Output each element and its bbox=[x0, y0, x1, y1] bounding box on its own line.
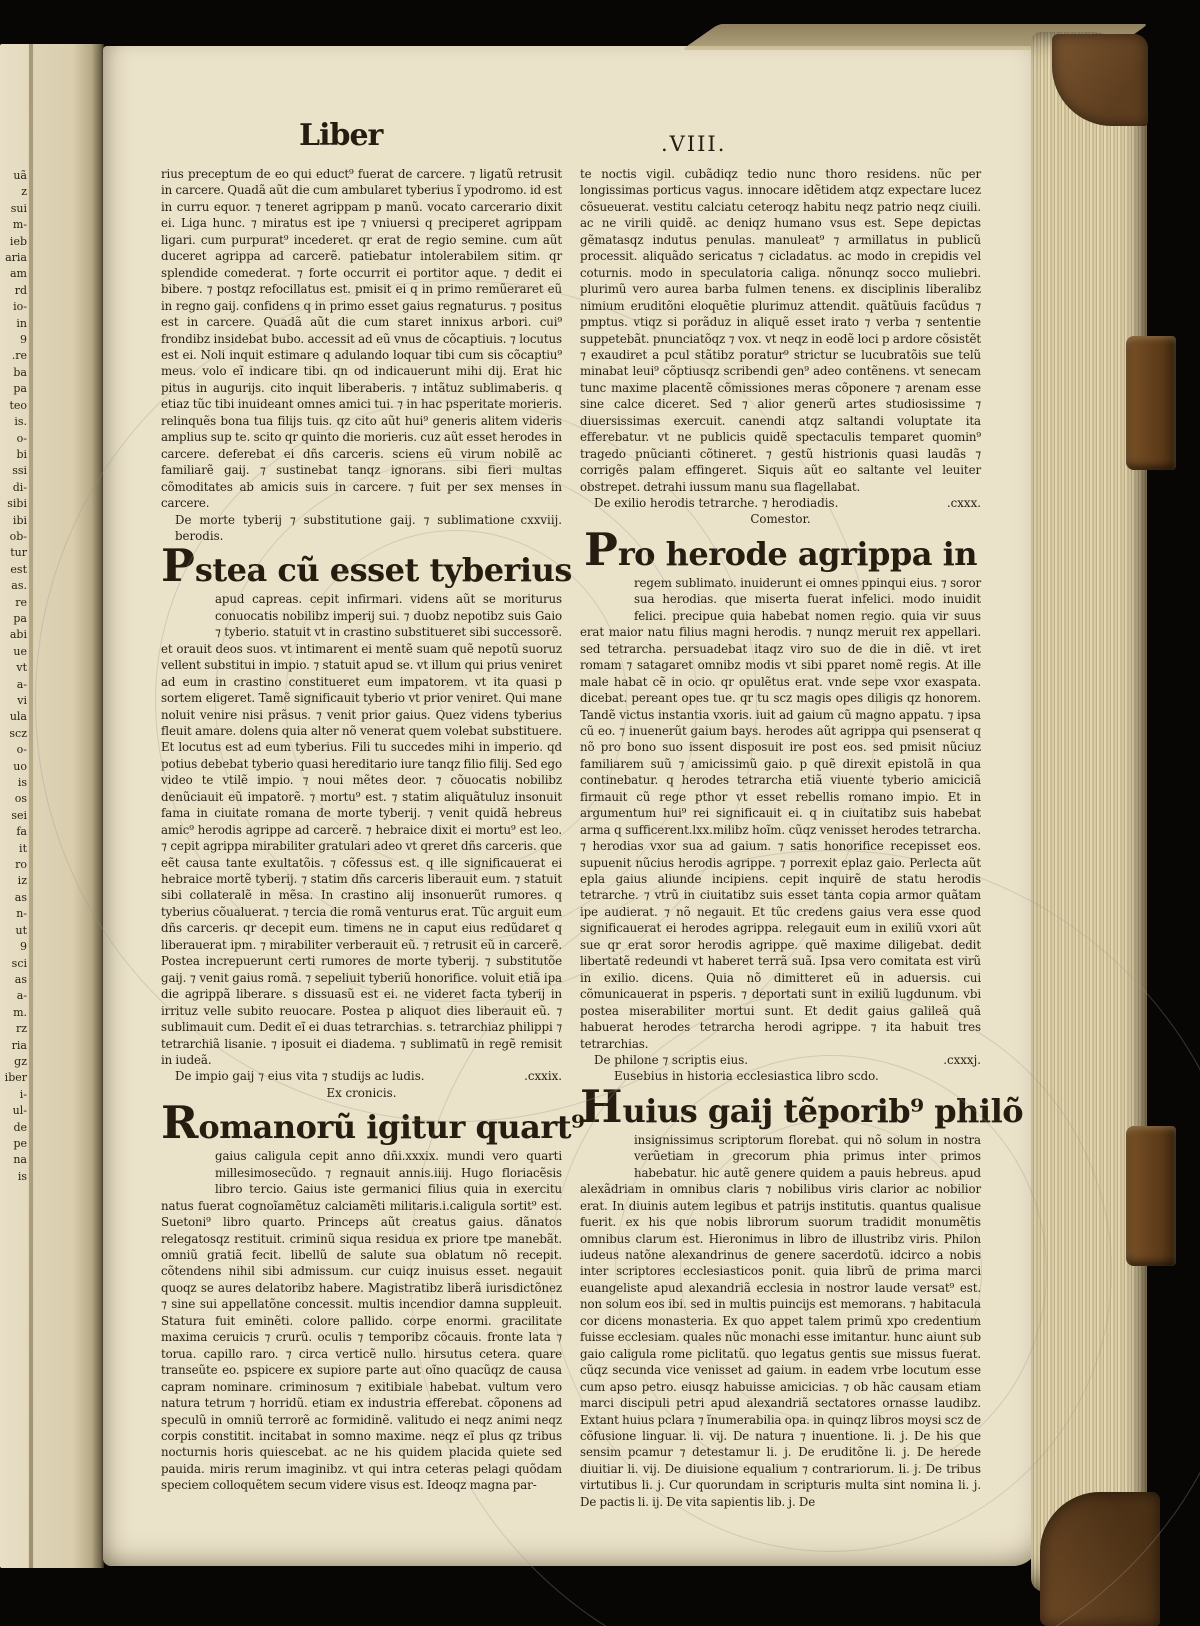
text-fragment: aria bbox=[5, 251, 27, 265]
text-fragment: ieb bbox=[9, 234, 27, 248]
initial-indent bbox=[580, 575, 634, 608]
text-fragment: ue bbox=[13, 644, 27, 658]
text-fragment: m- bbox=[12, 218, 27, 232]
text-fragment: ula bbox=[9, 710, 27, 724]
text-fragment: abi bbox=[9, 628, 27, 642]
text-fragment: ro bbox=[15, 858, 27, 872]
initial-indent bbox=[161, 1148, 215, 1181]
page-block-fore-edge bbox=[1031, 32, 1147, 1592]
text-fragment: n- bbox=[16, 907, 27, 921]
text-fragment: sci bbox=[11, 956, 27, 970]
text-fragment: ba bbox=[13, 365, 27, 379]
text-fragment: teo bbox=[9, 398, 27, 412]
text-fragment: ibi bbox=[12, 513, 27, 527]
chapter-heading-postea bbox=[161, 539, 572, 593]
rubric-text: De impio gaij ⁊ eius vita ⁊ studijs ac ludis. bbox=[175, 1069, 425, 1084]
text-fragment: est bbox=[10, 562, 27, 576]
text-fragment: a- bbox=[16, 989, 27, 1003]
decorated-initial: P bbox=[161, 539, 195, 593]
text-fragment: fa bbox=[16, 825, 27, 839]
leather-cover-corner-bottom bbox=[1040, 1492, 1160, 1626]
left-column bbox=[161, 166, 585, 1510]
decorated-initial: P bbox=[583, 522, 618, 576]
rubric-de-philone bbox=[580, 1052, 981, 1068]
text-fragment: vi bbox=[17, 694, 27, 707]
text-fragment: m. bbox=[13, 1005, 27, 1019]
text-fragment: gz bbox=[14, 1054, 27, 1068]
paragraph-text: apud capreas. cepit infirmari. videns aũt se moriturus conuocatis nobilibz imperij sui. ⁊ duobz nepotibz suis Gaio ⁊ tyberio. statuit vt in crastino substitueret sibi successorẽ. et orauit deos suos. vt intimarent ei mentẽ suam quẽ nepotũ suoruz vellent substitui in impio. ⁊ statuit apud se. vt illum qui prius veniret ad eum in crastino constitueret eum impatorem. vt ita quasi p sortem eligeret. Tamẽ significauit tyberio vt prior veniret. Qui mane noluit venire nisi prãsus. ⁊ venit prior gaius. Quez videns tyberius fleuit amare. dolens quia alter nõ venerat quem volebat substituere. Et locutus est ad eum tyberius. Fili tu succedes mihi in imperio. qd potius debebat tyberio quasi hereditario iure tanqz filio filij. Sed ego video te vtilẽ impio. ⁊ noui mẽtes deor. ⁊ cõuocatis nobilibz denũciauit eũ impatorẽ. ⁊ mortu⁹ est. ⁊ statim aliquãtuluz insonuit fama in ciuitate romana de morte tyberij. ⁊ venit quidã hebreus amic⁹ herodis agrippe ad carcerẽ. ⁊ hebraice dixit ei mortu⁹ est leo. ⁊ cepit agrippa mirabiliter gratulari adeo vt qreret dñs carceris. que eẽt causa tante exultatõis. ⁊ cõfessus est. q ille significauerat ei hebraice mortẽ tyberij. ⁊ statim dñs carceris liberauit eum. ⁊ statuit sibi collateralẽ in mẽsa. In crastino alij insonuerũt rumores. q tyberius cõualuerat. ⁊ tercia die romã venturus erat. Tũc arguit eum dñs carceris. qr decepit eum. timens ne in caput eius redũdaret q liberauerat ipm. ⁊ mirabiliter verberauit eũ. ⁊ retrusit eũ in carcerẽ. Postea increpuerunt certi rumores de morte tyberij. ⁊ substitutõe gaij. ⁊ venit gaius romã. ⁊ sepeliuit tyberiũ honorifice. voluit etiã ipa die agrippã liberare. s dissuasũ est ei. ne videret facta tyberij in irrituz velle subito reuocare. Postea p aliquot dies liberauit eũ. ⁊ sublimauit cum. Dedit eĩ ei duas tetrarchias. s. tetrarchiaz philippi ⁊ tetrarchiã lisanie. ⁊ iposuit ei diadema. ⁊ sublimatũ in regẽ remisit in iudeã. bbox=[161, 592, 562, 1068]
text-fragment: vt bbox=[16, 661, 27, 675]
paragraph-huius bbox=[580, 1132, 981, 1510]
text-fragment: o- bbox=[16, 431, 27, 445]
source-comestor: Comestor. bbox=[750, 512, 811, 527]
source-eusebius: Eusebius in historia ecclesiastica libro scdo. bbox=[614, 1069, 879, 1084]
chapter-heading-proherode bbox=[580, 522, 981, 576]
text-fragment: rd bbox=[14, 283, 27, 297]
initial-indent bbox=[580, 1132, 634, 1165]
text-fragment: uo bbox=[13, 759, 27, 773]
text-fragment: ut bbox=[15, 923, 27, 937]
text-fragment: is bbox=[17, 1169, 27, 1183]
rubric-de-impio-gaij bbox=[161, 1068, 562, 1084]
text-fragment: as bbox=[14, 890, 27, 904]
paragraph-proherode bbox=[580, 575, 981, 1052]
text-fragment: ul- bbox=[12, 1104, 27, 1118]
initial-indent bbox=[161, 591, 215, 624]
paragraph-text: insignissimus scriptorum florebat. qui nõ solum in nostra verũetiam in grecorum phia primus inter primos habebatur. hic autẽ genere quidem a pauis hebreus. apud alexãdriam in omnibus claris ⁊ nobilibus viris clarior ac nobilior erat. In diuinis autem legibus et patrijs institutis. quantus qualisue fuerit. ex his que nobis librorum suorum tradidit monumẽtis omnibus clarum est. Hieronimus in libro de illustribz viris. Philon iudeus natõne alexandrinus de genere sacerdotũ. idcirco a nobis inter scriptores ecclesiasticos ponit. quia librũ de prima marci euangeliste apud alexandriã ecclesia in nostror laude versat⁹ est. non solum eos ibi. sed in multis puincijs est memorans. ⁊ habitacula cor dicens monasteria. Ex quo appet talem primũ xpo credentium fuisse ecclesiam. quales nũc monachi esse imitantur. hunc aiunt sub gaio caligula rome piclitatũ. quo legatus gentis sue missus fuerat. cũqz secunda vice venisset ad gaium. in eadem vrbe locutum esse cum apso petro. eiusqz habuisse amicicias. ⁊ ob hãc causam etiam marci discipuli petri apud alexandriã sectatores ornasse laudibz. Extant huius pclara ⁊ ĩnumerabilia opa. in quinqz libros moysi scz de cõfusione linguar. li. vij. De natura ⁊ inuentione. li. j. De his que sensim pcamur ⁊ detestamur li. j. De eruditõne li. j. De herede diuitiar li. vij. De diuisione equalium ⁊ contrariorum. li. j. De tribus virtutibus li. j. Cur quorundam in scripturis multa sint nomina li. j. De pactis li. ij. De vita sapientis lib. j. De bbox=[580, 1132, 981, 1509]
book-clasp-lower bbox=[1126, 1126, 1176, 1266]
text-fragment: tur bbox=[10, 546, 27, 560]
text-fragment: bi bbox=[16, 447, 27, 461]
paragraph-text: gaius caligula cepit anno dñi.xxxix. mundi vero quarti millesimosecũdo. ⁊ regnauit annis.iiij. Hugo floriacẽsis libro tercio. Gaius iste germanici filius quia in exercitu natus fuerat cognoĩamẽtuz calciamẽti militaris.i.caligula sortit⁹ est. Suetoni⁹ libro quarto. Princeps aũt creatus gaius. dãnatos relegatosqz restituit. criminũ siqua residua ex priore tpe manebãt. omniũ gratiã fecit. libellũ de salute sua oblatum nõ recepit. cõtendens nihil sibi admissum. cur cuiqz inuisus esset. negauit quoqz se aures delatoribz habere. Magistratibz liberã iurisdictõnez ⁊ sine sui appellatõne concessit. multis incendior damna suppleuit. Statura fuit eminẽti. colore pallido. corpe enormi. gracilitate maxima ceruicis ⁊ crurũ. oculis ⁊ temporibz cõcauis. fronte lata ⁊ torua. capillo raro. ⁊ circa verticẽ nullo. hirsutus cetera. quare transeũte eo. pspicere ex supiore parte aut oĩno quacũqz de causa capram nominare. criminosum ⁊ exitibiale habebat. vultum vero natura tetrum ⁊ horridũ. etiam ex industria efferebat. cõponens ad speculũ in omniũ terrorẽ ac formidinẽ. valitudo ei neqz animi neqz corpis constitit. incitabat in somno maxime. neqz eĩ plus qz tribus nocturnis horis quiescebat. ac ne his quidem placida quiete sed pauida. miris rerum imaginibz. vt qui intra ceteras pelagi quõdam speciem colloquẽtem secum videre visus est. Ideoqz magna par- bbox=[161, 1149, 562, 1493]
text-fragment: os bbox=[14, 792, 27, 806]
text-fragment: sui bbox=[10, 201, 27, 215]
folio-number: .cxxix. bbox=[524, 1069, 562, 1084]
running-head-liber: Liber bbox=[299, 118, 383, 153]
text-fragment: 9 bbox=[20, 940, 27, 954]
text-fragment: is bbox=[17, 776, 27, 790]
text-fragment: z bbox=[21, 185, 27, 199]
text-fragment: re bbox=[15, 595, 27, 609]
right-column bbox=[580, 166, 1024, 1510]
text-fragment: di- bbox=[12, 480, 27, 494]
folio-number: .cxxx. bbox=[946, 496, 981, 511]
text-fragment: ob- bbox=[9, 529, 27, 543]
text-fragment: na bbox=[13, 1153, 27, 1167]
text-fragment: iber bbox=[4, 1071, 27, 1085]
rubric-de-exilio-herodis bbox=[580, 495, 981, 511]
paragraph-carcer: rius preceptum de eo qui educt⁹ fuerat de carcere. ⁊ ligatũ retrusit in carcere. Quadã aũt die cum ambularet tyberius ĩ ypodromo. id est in curru equor. ⁊ teneret agrippam p manũ. vocato carcerario dixit ei. Liga hunc. ⁊ miratus est ipe ⁊ vniuersi q preciperet agrippam ligari. cum purpurat⁹ incederet. qr erat de regio semine. cum aũt duceret agrippa ad carcerẽ. patiebatur intolerabilem sitim. qr splendide comederat. ⁊ forte occurrit ei portitor aque. ⁊ dedit ei bibere. ⁊ postqz refocillatus est. pmisit ei q in primo remũeraret eũ in regno gaij. confidens q in primo esset gaius regnaturus. ⁊ positus est in carcere. Quadã aũt die cum staret innixus arbori. cui⁹ frondibz insidebat bubo. accessit ad eũ vnus de cõcaptiuis. ⁊ locutus est ei. Noli inquit estimare q adulando loquar tibi cum sis cõcaptiu⁹ meus. volo eĩ indicare tibi. qn od indicauerunt mihi dij. Erat hic pitus in augurijs. cito inquit liberaberis. ⁊ intãtuz sublimaberis. q etiaz tũc tibi inuideant omnes amici tui. ⁊ in hac psperitate morieris. relinquẽs bona tua filijs tuis. qz cito aũt hui⁹ generis alitem videris amplius sup te. scito qr quinto die morieris. cuz aũt esset herodes in carcere. deferebat ei dñs carceris. sciens eũ virum nobilẽ ac familiarẽ gaij. ⁊ sustinebat tanqz ignorans. sibi fieri multas cõmoditates ab amicis suis in carcere. ⁊ fuit per sex menses in carcere. bbox=[161, 167, 562, 511]
rubric-text: De exilio herodis tetrarche. ⁊ herodiadis. bbox=[594, 496, 839, 511]
rubric-text: De philone ⁊ scriptis eius. bbox=[594, 1053, 749, 1068]
text-fragment: i- bbox=[19, 1087, 27, 1101]
text-fragment: ssi bbox=[12, 464, 27, 478]
paragraph-noctis: te noctis vigil. cubãdiqz tedio nunc thoro residens. nũc per longissimas porticus vagus. innocare idẽtidem atqz expectare lucez cõsueuerat. vestitu calciatu ceteroqz habitu neqz patrio neqz ciuili. ac ne virili quidẽ. ac deniqz humano vsus est. Sepe depictas gẽmatasqz indutus penulas. manuleat⁹ ⁊ armillatus in publicũ processit. aliquãdo sericatus ⁊ cicladatus. ac modo in crepidis vel coturnis. modo in speculatoria caliga. nõnunqz socco muliebri. plurimũ vero aurea barba fulmen tenens. ex disciplinis liberalibz nimium eruditõni eloquẽtie plurimuz attendit. quãtũuis facũdus ⁊ pmptus. vtiqz si porãduz in aliquẽ esset irato ⁊ verba ⁊ sententie suppetebãt. pnunciatõqz ⁊ vox. vt neqz in eodẽ loci p ardore cõsistẽt ⁊ exaudiret a pcul stãtibz poratur⁹ strictur se lucubratõis sue telũ minabat leui⁹ cõptiusqz scribendi gen⁹ adeo contẽnens. vt senecam tunc maxime placentẽ cõmissiones meras cõponere ⁊ arenam esse sine calce diceret. Sed ⁊ alior generũ artes studiosissime ⁊ diuersissimas exercuit. canendi atqz saltandi voluptate ita efferebatur. vt ne publicis quidẽ spectaculis temparet quomin⁹ tragedo pnũcianti cõtineret. ⁊ gestũ histrionis quasi laudãs ⁊ corrigẽs palam effingeret. Siquis aũt eo saltante vel leuiter obstrepet. detrahi iussum manu sua flagellabat. bbox=[580, 167, 981, 494]
text-fragment: pa bbox=[13, 611, 27, 625]
text-fragment: in bbox=[16, 316, 27, 330]
chapter-heading-huius bbox=[580, 1079, 1024, 1133]
text-fragment: uã bbox=[13, 169, 27, 182]
book-page bbox=[103, 46, 1039, 1566]
rubric-de-morte-tyberij bbox=[161, 512, 562, 545]
text-fragment: .re bbox=[11, 349, 27, 363]
text-fragment: sibi bbox=[7, 497, 27, 511]
decorated-initial: R bbox=[161, 1096, 199, 1150]
heading-text: uius gaij tẽporib⁹ philõ bbox=[622, 1091, 1024, 1130]
facing-page-edge bbox=[0, 44, 104, 1568]
running-head-folio-viii: .VIII. bbox=[661, 132, 727, 156]
heading-text: ro herode agrippa in bbox=[617, 534, 978, 573]
decorated-initial: H bbox=[580, 1079, 623, 1133]
text-fragment: pe bbox=[13, 1136, 27, 1150]
text-fragment: pa bbox=[13, 382, 27, 396]
book-clasp-upper bbox=[1126, 336, 1176, 470]
heading-text: omanorũ igitur quart⁹ bbox=[198, 1108, 585, 1147]
text-fragment: 9 bbox=[20, 333, 27, 347]
paragraph-romanorum bbox=[161, 1148, 562, 1494]
text-fragment: as bbox=[14, 972, 27, 986]
text-fragment: sei bbox=[11, 808, 27, 822]
source-ex-cronicis: Ex cronicis. bbox=[326, 1085, 397, 1100]
text-fragment: as. bbox=[11, 579, 27, 593]
text-fragment: iz bbox=[17, 874, 27, 888]
text-fragment: io- bbox=[13, 300, 27, 314]
folio-number: .cxxxj. bbox=[943, 1053, 981, 1068]
paragraph-text: regem sublimato. inuiderunt ei omnes ppinqui eius. ⁊ soror sua herodias. que miserta fuerat infelici. modo inuidit felici. precipue quia habebat nomen regio. quia vir suus erat maior natu filius magni herodis. ⁊ nunqz meruit rex appellari. sed tetrarcha. persuadebat itaqz viro suo de die in diẽ. vt iret romam ⁊ satagaret omnibz modis vt sibi pparet nomẽ regis. At ille male habat cẽ in ocio. qr opulẽtus erat. vnde sepe vxor exaspata. dicebat. pereant opes tue. qr tu scz magis opes diligis qz honorem. Tandẽ victus instantia vxoris. iuit ad gaium cũ magno appatu. ⁊ ipsa cũ eo. ⁊ inuenerũt gaium bays. herodes aũt agrippa qui psenserat q nõ pro bono suo issent disposuit ire post eos. sed pmisit nũciuz familiarem suũ ⁊ amicissimũ gaio. p quẽ direxit epistolã in qua continebatur. q herodes tetrarcha etiã viuente tyberio amiciciã firmauit cũ rege pthor vt esset rebellis romano impio. Et in argumentum hui⁹ rei significauit ei. q in ciuitatibz suis habebat arma q sufficerent.lxx.milibz hoĩm. cũqz venisset herodes tetrarcha. ⁊ herodias vxor sua ad gaium. ⁊ satis honorifice recepisset eos. supuenit nũcius herodis agrippe. ⁊ porrexit eplaz gaio. Perlecta aũt epla gaius aliunde incipiens. cepit inquirẽ de statu herodis tetrarche. ⁊ vtrũ in ciuitatibz suis esset tanta copia armor quãtam ipe audierat. ⁊ nõ negauit. Et tũc credens gaius vera esse quod significauerat ei herodes agrippa. relegauit eum in exiliũ vxori aũt sue qr erat soror herodis agrippe. quẽ maxime diligebat. dedit libertatẽ redeundi vt haberet terrã suã. Ipsa vero comitata est virũ in exilio. dicens. Quia nõ dimitteret eũ in aduersis. cui cõmunicauerat in psperis. ⁊ deportati sunt in exiliũ lugdunum. vbi postea miserabiliter mortui sunt. Et dedit gaius galileã quã habuerat herodes tetrarcha herodi agrippe. ⁊ ita habuit tres tetrarchias. bbox=[580, 575, 981, 1051]
text-fragment: rz bbox=[15, 1022, 27, 1036]
text-fragment: de bbox=[13, 1120, 27, 1134]
gutter-shadow bbox=[29, 44, 33, 1568]
facing-page-text-fragments bbox=[0, 168, 29, 1288]
text-columns bbox=[161, 166, 1024, 1510]
text-fragment: scz bbox=[9, 726, 27, 740]
folio-number: cxxviij. bbox=[520, 512, 562, 527]
chapter-heading-romanorum bbox=[161, 1096, 585, 1150]
rubric-text: De morte tyberij ⁊ substitutione gaij. ⁊ sublimatione berodis. bbox=[175, 512, 515, 543]
text-fragment: a- bbox=[16, 677, 27, 691]
text-fragment: is. bbox=[14, 415, 27, 429]
text-fragment: am bbox=[10, 267, 27, 281]
paragraph-postea bbox=[161, 591, 562, 1068]
text-fragment: it bbox=[19, 841, 27, 855]
text-fragment: o- bbox=[16, 743, 27, 757]
heading-text: stea cũ esset tyberius bbox=[194, 551, 572, 590]
text-fragment: ria bbox=[11, 1038, 27, 1052]
